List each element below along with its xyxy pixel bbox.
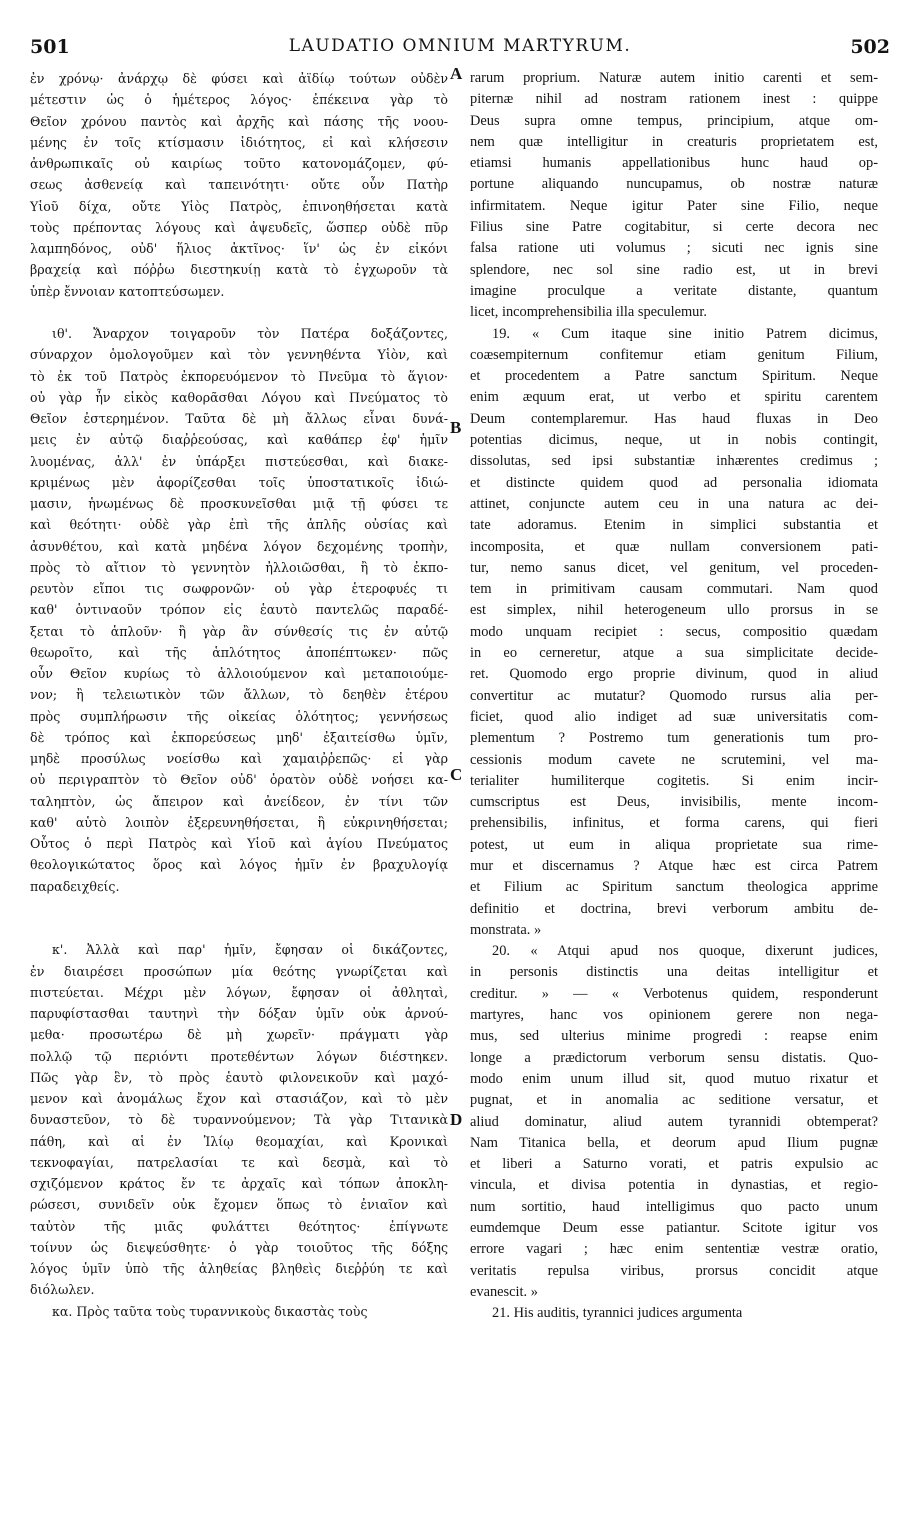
latin-text-line: et liberi a Saturno vorati, et patris expulsio ac bbox=[470, 1156, 878, 1173]
latin-text-line: portune aliquando nuncupamus, ob nostræ naturæ bbox=[470, 176, 878, 193]
latin-text-line: potest, ut eum in aliqua proprietate sua rime- bbox=[470, 836, 878, 853]
greek-text-line: καθ' αὑτὸ λοιπὸν ἐξερευνηθήσεται, ἢ εὐκρινηθήσεται; bbox=[30, 814, 448, 830]
page-number-left: 501 bbox=[30, 36, 70, 58]
latin-text-line: cessionis modum cavete ne scrutemini, vel ma- bbox=[470, 751, 878, 768]
running-header bbox=[30, 36, 890, 62]
latin-text-line: attinet, conjuncte autem ceu in una natura ac dei- bbox=[470, 495, 878, 512]
greek-text-line: κα. Πρὸς ταῦτα τοὺς τυραννικοὺς δικαστὰς τοὺς bbox=[52, 1303, 368, 1319]
latin-text-line: falsa ratione uti volumus ; sicuti nec ignis sine bbox=[470, 240, 878, 257]
section-marker-c: C bbox=[450, 765, 463, 784]
greek-text-line: θεωροῖτο, καὶ τῆς ἁπλότητος ἀποπέπτωκεν· πῶς bbox=[30, 644, 448, 660]
latin-text-line: Deum contemplaremur. Has haud fluxas in Deo bbox=[470, 410, 878, 427]
latin-text-line: piternæ nihil ad nostram rationem inest : quippe bbox=[470, 91, 878, 108]
greek-text-line: ἐν χρόνῳ· ἀνάρχῳ δὲ φύσει καὶ ἀϊδίῳ τούτων οὐδὲν bbox=[30, 71, 448, 86]
greek-text-line: Υἱοῦ δίχα, οὔτε Υἱὸς Πατρὸς, ἐπινοηθήσεται κατὰ bbox=[30, 198, 448, 214]
greek-text-line: τοίνυν ὡς διεψεύσθητε· ὁ γὰρ τοιοῦτος τῆς δόξης bbox=[30, 1239, 448, 1255]
greek-text-line: καθ' ὁντιναοῦν τρόπον εἰς ἑαυτὸ παντελῶς παραδέ- bbox=[30, 602, 448, 618]
greek-text-line: οὐ γὰρ ἦν εἰκὸς καθορᾶσθαι Λόγου καὶ Πνεύματος τὸ bbox=[30, 389, 448, 405]
latin-text-line: longe a prædictorum verborum sensu distatis. Quo- bbox=[470, 1049, 878, 1066]
latin-text-line: aliud dominatur, aliud autem tyrannidi obtemperat? bbox=[470, 1113, 878, 1130]
greek-text-line: σχιζόμενον κράτος ἔν τε ἀρχαῖς καὶ τόπων ἀποκλη- bbox=[30, 1176, 448, 1191]
greek-text-line: ὑπὲρ ἔννοιαν κατοπτεύσωμεν. bbox=[30, 283, 225, 299]
latin-text-line: et Filium ac Spiritum sanctum theologica apprime bbox=[470, 879, 878, 896]
latin-text-line: ficiet, quod alio indiget ad suæ universitatis com- bbox=[470, 708, 878, 725]
paragraph-gap bbox=[30, 918, 448, 939]
latin-text-line: est simplex, nihil heterogeneum ullo prorsus in se bbox=[470, 602, 878, 619]
greek-text-line: ἐν διαιρέσει προσώπων μία θεότης γνωρίζεται καὶ bbox=[30, 963, 448, 979]
latin-text-line: terialiter humiliterque cogitetis. Si enim incir- bbox=[470, 772, 878, 789]
greek-text-line: σύναρχον ὁμολογοῦμεν καὶ τὸν γεννηθέντα Υἱὸν, καὶ bbox=[30, 347, 448, 363]
latin-text-line: rarum proprium. Naturæ autem initio carenti et sem- bbox=[470, 70, 878, 86]
latin-text-line: eumdemque Deum esse patiantur. Scitote igitur vos bbox=[470, 1220, 878, 1237]
greek-text-line: δυναστεῦον, τὸ δὲ τυραννούμενον; Τὰ γὰρ Τιτανικὰ bbox=[30, 1112, 448, 1128]
greek-text-line: ἀσυνθέτου, καὶ κατὰ μηδένα λόγον δεχομένης τροπὴν, bbox=[30, 538, 448, 554]
greek-text-line: διόλωλεν. bbox=[30, 1282, 95, 1298]
latin-text-line: evanescit. » bbox=[470, 1283, 538, 1300]
greek-text-line: ξεται τὸ ἁπλοῦν· ἢ γὰρ ἂν σύνθεσίς τις ἐν αὐτῷ bbox=[30, 623, 448, 639]
latin-text-line: tem in primitivam causam commutari. Nam quod bbox=[470, 581, 878, 598]
greek-text-line: πιστεύεται. Μέχρι μὲν λόγων, ἔφησαν οἱ ἀθληταὶ, bbox=[30, 984, 448, 1000]
greek-text-line: νον; ἢ τελειωτικὸν τῶν ἄλλων, τὸ δεηθὲν ἑτέρου bbox=[30, 687, 448, 703]
latin-text-line: modo enim unum illud sit, quod mutuo rixatur et bbox=[470, 1070, 878, 1087]
latin-text-line: veritatis repulsa viribus, prorsus concidit atque bbox=[470, 1262, 878, 1279]
greek-text-line: δὲ τρόπος καὶ ἐκπορεύσεως μηδ' ἐξαιτείσθω ὑμῖν, bbox=[30, 729, 448, 745]
greek-text-line: μέτεστιν ὡς ὁ ἡμέτερος λόγος· ἐπέκεινα γὰρ τὸ bbox=[30, 92, 448, 108]
latin-text-line: monstrata. » bbox=[470, 921, 542, 938]
latin-text-line: num sortitio, haud intelligimus quo pacto unum bbox=[470, 1198, 878, 1215]
latin-text-line: enim æquum erat, ut verbo et spiritu carentem bbox=[470, 389, 878, 406]
greek-text-line: Θεῖον χρόνου παντὸς καὶ ἀρχῆς καὶ πάσης τῆς νοου- bbox=[30, 113, 448, 129]
latin-text-line: pugnat, et in anomalia ac seditione versatur, et bbox=[470, 1092, 878, 1109]
latin-text-line: prehensibilis, infinitus, et forma carens, qui fieri bbox=[470, 815, 878, 832]
latin-text-line: tur, nemo sanus dicet, vel genitum, vel proceden- bbox=[470, 559, 878, 576]
latin-text-line: coæsempiternum confitemur etiam genitum Filium, bbox=[470, 346, 878, 363]
latin-text-line: martyres, hanc vos opinionem gerere non nega- bbox=[470, 1007, 878, 1024]
greek-text-line: μεθα· προσωτέρω δὲ μὴ χωρεῖν· πράγματι γὰρ bbox=[30, 1027, 448, 1043]
greek-text-line: σεως ἀσθενείᾳ καὶ ταπεινότητι· οὔτε οὖν Πατὴρ bbox=[30, 177, 448, 193]
latin-text-line: 20. « Atqui apud nos quoque, dixerunt judices, bbox=[492, 943, 878, 960]
latin-text-line: licet, incomprehensibilia illa speculemur. bbox=[470, 304, 707, 321]
greek-text-line: τοὺς πρέποντας λόγους καὶ ἀψευδεῖς, ὥσπερ οὐδὲ πῦρ bbox=[30, 219, 448, 235]
greek-text-line: μένης ἐν τοῖς κτίσμασιν ἰδιότητος, εἰ καὶ κλήσεσιν bbox=[30, 134, 448, 150]
greek-text-line: οὐ περιγραπτὸν τὸ Θεῖον οὐδ' ὁρατὸν οὐδὲ νοήσει κα- bbox=[30, 772, 448, 788]
latin-text-line: mus, sed ulterius minime progredi : reapse enim bbox=[470, 1028, 878, 1045]
greek-text-line: λαμπηδόνος, οὐδ' ἥλιος ἀκτῖνος· ἵν' ὡς ἐν εἰκόνι bbox=[30, 241, 448, 256]
section-marker-b: B bbox=[450, 418, 462, 437]
greek-text-line: ἀνθρωπικαῖς οὐ καιρίως τοῦτο κατονομάζομεν, φύ- bbox=[30, 156, 448, 171]
greek-text-line: λόγος ὑμῖν ὑπὸ τῆς ἀληθείας βληθεὶς διεῤῥύη τε καὶ bbox=[30, 1261, 448, 1276]
latin-text-line: plementum ? Postremo tum generationis tum pro- bbox=[470, 730, 878, 747]
latin-text-line: etiamsi humanis appellationibus hunc haud op- bbox=[470, 155, 878, 172]
greek-text-line: μεις ἐν αὐτῷ διαῤῥεούσας, καὶ καθάπερ ἐφ' ἡμῖν bbox=[30, 432, 448, 448]
running-title: LAUDATIO OMNIUM MARTYRUM. bbox=[288, 36, 632, 56]
greek-text-line: ταὐτὸν τῆς μιᾶς φυλάττει θεότητος· ἐπίγνωτε bbox=[30, 1218, 448, 1234]
latin-text-line: incomposita, et quæ nullam conversionem pati- bbox=[470, 538, 878, 555]
latin-text-line: mur et discernamus ? Atque hæc est circa Patrem bbox=[470, 857, 878, 874]
latin-text-line: splendore, nec sol sine radio est, ut in brevi bbox=[470, 261, 878, 278]
latin-column bbox=[470, 68, 878, 1325]
greek-text-line: βραχείᾳ καὶ πόῤῥω διεστηκυίῃ κατὰ τὸ ἐγχωροῦν τὰ bbox=[30, 262, 448, 278]
greek-text-line: ιθ'. Ἄναρχον τοιγαροῦν τὸν Πατέρα δοξάζοντες, bbox=[52, 326, 448, 341]
latin-text-line: errore vagari ; hæc enim sententiæ vestræ oratio, bbox=[470, 1241, 878, 1258]
greek-text-line: παραδειχθείς. bbox=[30, 878, 120, 894]
greek-text-line: Θεῖον ἐστερημένον. Ταῦτα δὲ μὴ ἄλλως εἶναι δυνά- bbox=[30, 411, 448, 426]
page-number-right: 502 bbox=[850, 36, 890, 58]
greek-text-line: τὸ ἐκ τοῦ Πατρὸς ἐκπορευόμενον τὸ Πνεῦμα τὸ ἅγιον· bbox=[30, 368, 448, 384]
greek-column bbox=[30, 68, 448, 1322]
paragraph-gap bbox=[30, 302, 448, 323]
greek-text-line: παρυφίστασθαι ταυτηνὶ τὴν δόξαν ὑμῖν οὐκ ἀρνού- bbox=[30, 1006, 448, 1021]
latin-text-line: modo unquam recipiet : secus, compositio quædam bbox=[470, 623, 878, 640]
section-marker-d: D bbox=[450, 1110, 463, 1129]
greek-text-line: πολλῷ τῷ περιόντι προτεθέντων λόγων διέστηκεν. bbox=[30, 1048, 448, 1064]
greek-text-line: τεκνοφαγίαι, πατρελασίαι τε καὶ δεσμὰ, καὶ τὸ bbox=[30, 1154, 448, 1170]
greek-text-line: Πῶς γὰρ ἓν, τὸ πρὸς ἑαυτὸ φιλονεικοῦν καὶ μαχό- bbox=[30, 1069, 448, 1085]
latin-text-line: vincula, et divisa potentia in dynastias, et regio- bbox=[470, 1177, 878, 1194]
latin-text-line: Nam Titanica bella, et deorum apud Ilium pugnæ bbox=[470, 1134, 878, 1151]
latin-text-line: infirmitatem. Neque igitur Pater sine Filio, neque bbox=[470, 197, 878, 214]
latin-text-line: convertitur ac mutatur? Quomodo rursus alia per- bbox=[470, 687, 878, 704]
greek-text-line: ταληπτὸν, ὡς ἄπειρον καὶ ἀνείδεον, ἐν τίνι τῶν bbox=[30, 793, 448, 809]
greek-text-line: ρευτὸν εἴποι τις σωφρονῶν· οὐ γὰρ ἑτεροφυές τι bbox=[30, 581, 448, 596]
greek-text-line: πρὸς συμπλήρωσιν τῆς οἰκείας ὁλότητος; γεννήσεως bbox=[30, 708, 448, 724]
greek-text-line: θεολογικώτατος ὅρος καὶ λόγος ἡμῖν ἐν βραχυλογίᾳ bbox=[30, 857, 448, 873]
latin-text-line: 19. « Cum itaque sine initio Patrem dicimus, bbox=[492, 325, 878, 342]
greek-text-line: καὶ θεότητι· οὐδὲ γὰρ ἐπὶ τῆς ἁπλῆς οὐσίας καὶ bbox=[30, 517, 448, 533]
greek-text-line: μασιν, ἡνωμένως δὲ προσκυνεῖσθαι μιᾷ τῇ φύσει τε bbox=[30, 496, 448, 511]
greek-text-line: κριμένως μὲν ἀφορίζεσθαι τοῖς ὑποστατικοῖς ἰδιώ- bbox=[30, 474, 448, 490]
greek-text-line: πάθη, καὶ αἱ ἐν Ἰλίῳ θεομαχίαι, καὶ Κρονικαὶ bbox=[30, 1133, 448, 1149]
latin-text-line: tate adoramus. Etenim in simplici substantia et bbox=[470, 517, 878, 534]
latin-text-line: creditur. » — « Verbotenus quidem, responderunt bbox=[470, 985, 878, 1002]
latin-text-line: dissolutas, sed ipsi substantiæ inhærentes credimus ; bbox=[470, 453, 878, 470]
latin-text-line: definitio et doctrina, brevi verborum ambitu de- bbox=[470, 900, 878, 917]
paragraph-gap bbox=[30, 897, 448, 918]
greek-text-line: μηδὲ προσύλως νοείσθω καὶ χαμαιῤῥεπῶς· εἰ γὰρ bbox=[30, 751, 448, 766]
section-marker-a: A bbox=[450, 64, 463, 83]
greek-text-line: οὖν Θεῖον κυρίως τὸ ἀλλοιούμενον καὶ μεταποιούμε- bbox=[30, 666, 448, 681]
greek-text-line: ρώσεσι, συνιδεῖν οὐκ ἔχομεν ὅπως τὸ ἐνιαῖον καὶ bbox=[30, 1197, 448, 1213]
greek-text-line: Οὗτος ὁ περὶ Πατρὸς καὶ Υἱοῦ καὶ ἁγίου Πνεύματος bbox=[30, 836, 448, 851]
latin-text-line: in personis distinctis una deitas intelligitur et bbox=[470, 964, 878, 981]
greek-text-line: λυομένας, ἀλλ' ἐν ὑπάρξει πιστεύεσθαι, καὶ διακε- bbox=[30, 453, 448, 469]
latin-text-line: et distincte quidem quod ad personalia idiomata bbox=[470, 474, 878, 491]
latin-text-line: et procedentem a Patre sanctum Spiritum. Neque bbox=[470, 368, 878, 385]
latin-text-line: ret. Quomodo ergo proprie divinum, quod in aliud bbox=[470, 666, 878, 683]
greek-text-line: πρὸς τὸ αἴτιον τὸ γεννητὸν ἠλλοιῶσθαι, ἢ τὸ ἐκπο- bbox=[30, 559, 448, 575]
latin-text-line: in eo cerneretur, atque a sua simplicitate decide- bbox=[470, 645, 878, 662]
greek-text-line: μενον καὶ ἀνομάλως ἔχον καὶ στασιάζον, καὶ τὸ μὲν bbox=[30, 1091, 448, 1106]
latin-text-line: imagine proculque a veritate distante, quantum bbox=[470, 282, 878, 299]
latin-text-line: 21. His auditis, tyrannici judices argumenta bbox=[492, 1305, 743, 1322]
latin-text-line: cumscriptus est Deus, invisibilis, mente incom- bbox=[470, 794, 878, 811]
latin-text-line: potentias dicimus, neque, ut in nobis contingit, bbox=[470, 432, 878, 449]
greek-text-line: κ'. Ἀλλὰ καὶ παρ' ἡμῖν, ἔφησαν οἱ δικάζοντες, bbox=[52, 942, 448, 958]
latin-text-line: Filius sine Patre cogitabitur, si certe decora nec bbox=[470, 219, 878, 236]
latin-text-line: Deus supra omne tempus, principium, atque om- bbox=[470, 112, 878, 129]
latin-text-line: nem quæ intelligitur in creaturis proprietatem est, bbox=[470, 133, 878, 150]
